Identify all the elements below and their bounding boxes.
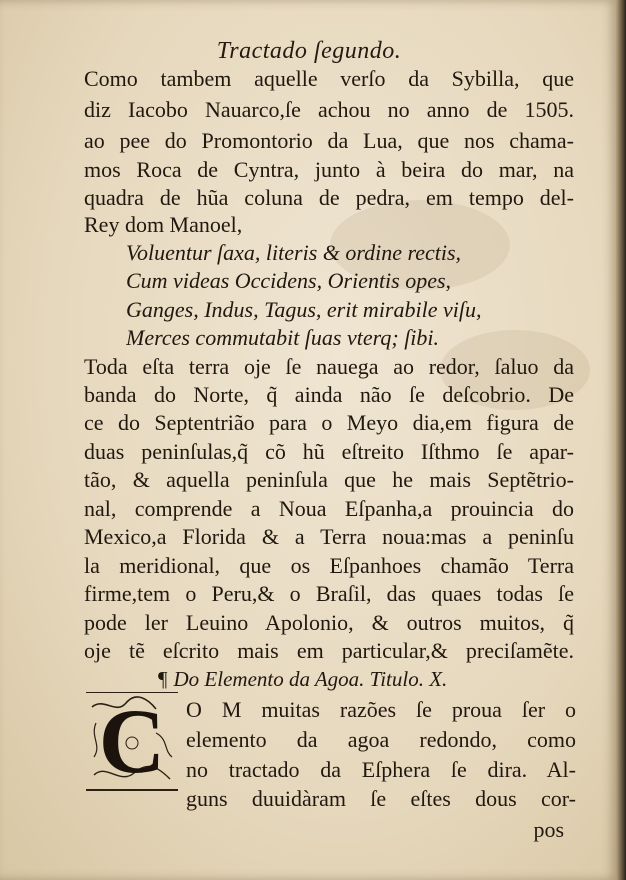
text-line: duas peninſulas,q̃ cõ hũ eſtreito Iſthmo ſe apar- (84, 439, 574, 464)
text-line: pode ler Leuino Apolonio, & outros muitos, q̃ (84, 610, 574, 635)
verse-line: Merces commutabit ſuas vterq; ſibi. (126, 325, 440, 350)
drop-cap-letter: C (98, 690, 166, 792)
section-heading (158, 667, 488, 692)
verse-line: Ganges, Indus, Tagus, erit mirabile viſu, (126, 297, 482, 322)
text-line: guns duuidàram ſe eſtes dous cor- (186, 786, 576, 811)
pilcrow-mark: ¶ (158, 667, 168, 691)
text-line: Mexico,a Florida & a Terra noua:mas a peninſu (84, 524, 574, 549)
text-line: banda do Norte, q̃ ainda não ſe deſcobrio. De (84, 382, 574, 407)
text-line: tão, & aquella peninſula que he mais Septẽtrio- (84, 467, 574, 492)
text-line: Como tambem aquelle verſo da Sybilla, que (84, 66, 574, 91)
text-line: firme,tem o Peru,& o Braſil, das quaes todas ſe (84, 581, 574, 606)
catchword: pos (533, 817, 564, 842)
section-title: Do Elemento da Agoa. Titulo. X. (173, 667, 448, 691)
text-line: Toda eſta terra oje ſe nauega ao redor, ſaluo da (84, 354, 574, 379)
book-spine-shadow (616, 0, 626, 880)
text-line: elemento da agoa redondo, como (186, 727, 576, 752)
text-line: diz Iacobo Nauarco,ſe achou no anno de 1505. (84, 97, 574, 122)
running-head: Tractado ſegundo. (216, 38, 402, 64)
text-line: ce do Septentrião para o Meyo dia,em figura de (84, 410, 574, 435)
text-line: no tractado da Eſphera ſe dira. Al- (186, 757, 576, 782)
text-line: nal, comprende a Noua Eſpanha,a prouincia do (84, 496, 574, 521)
text-line: quadra de hũa coluna de pedra, em tempo del- (84, 185, 574, 210)
text-line: O M muitas razões ſe proua ſer o (186, 697, 576, 722)
text-line: ao pee do Promontorio da Lua, que nos chama- (84, 128, 574, 153)
verse-line: Cum videas Occidens, Orientis opes, (126, 268, 452, 293)
text-line: la meridional, que os Eſpanhoes chamão Terra (84, 553, 574, 578)
verse-line: Voluentur ſaxa, literis & ordine rectis, (126, 240, 462, 265)
drop-cap-initial (86, 692, 178, 791)
text-line: mos Roca de Cyntra, junto à beira do mar, na (84, 157, 574, 182)
text-line: oje tẽ eſcrito mais em particular,& preciſamẽte. (84, 638, 574, 663)
text-line: Rey dom Manoel, (84, 212, 243, 237)
